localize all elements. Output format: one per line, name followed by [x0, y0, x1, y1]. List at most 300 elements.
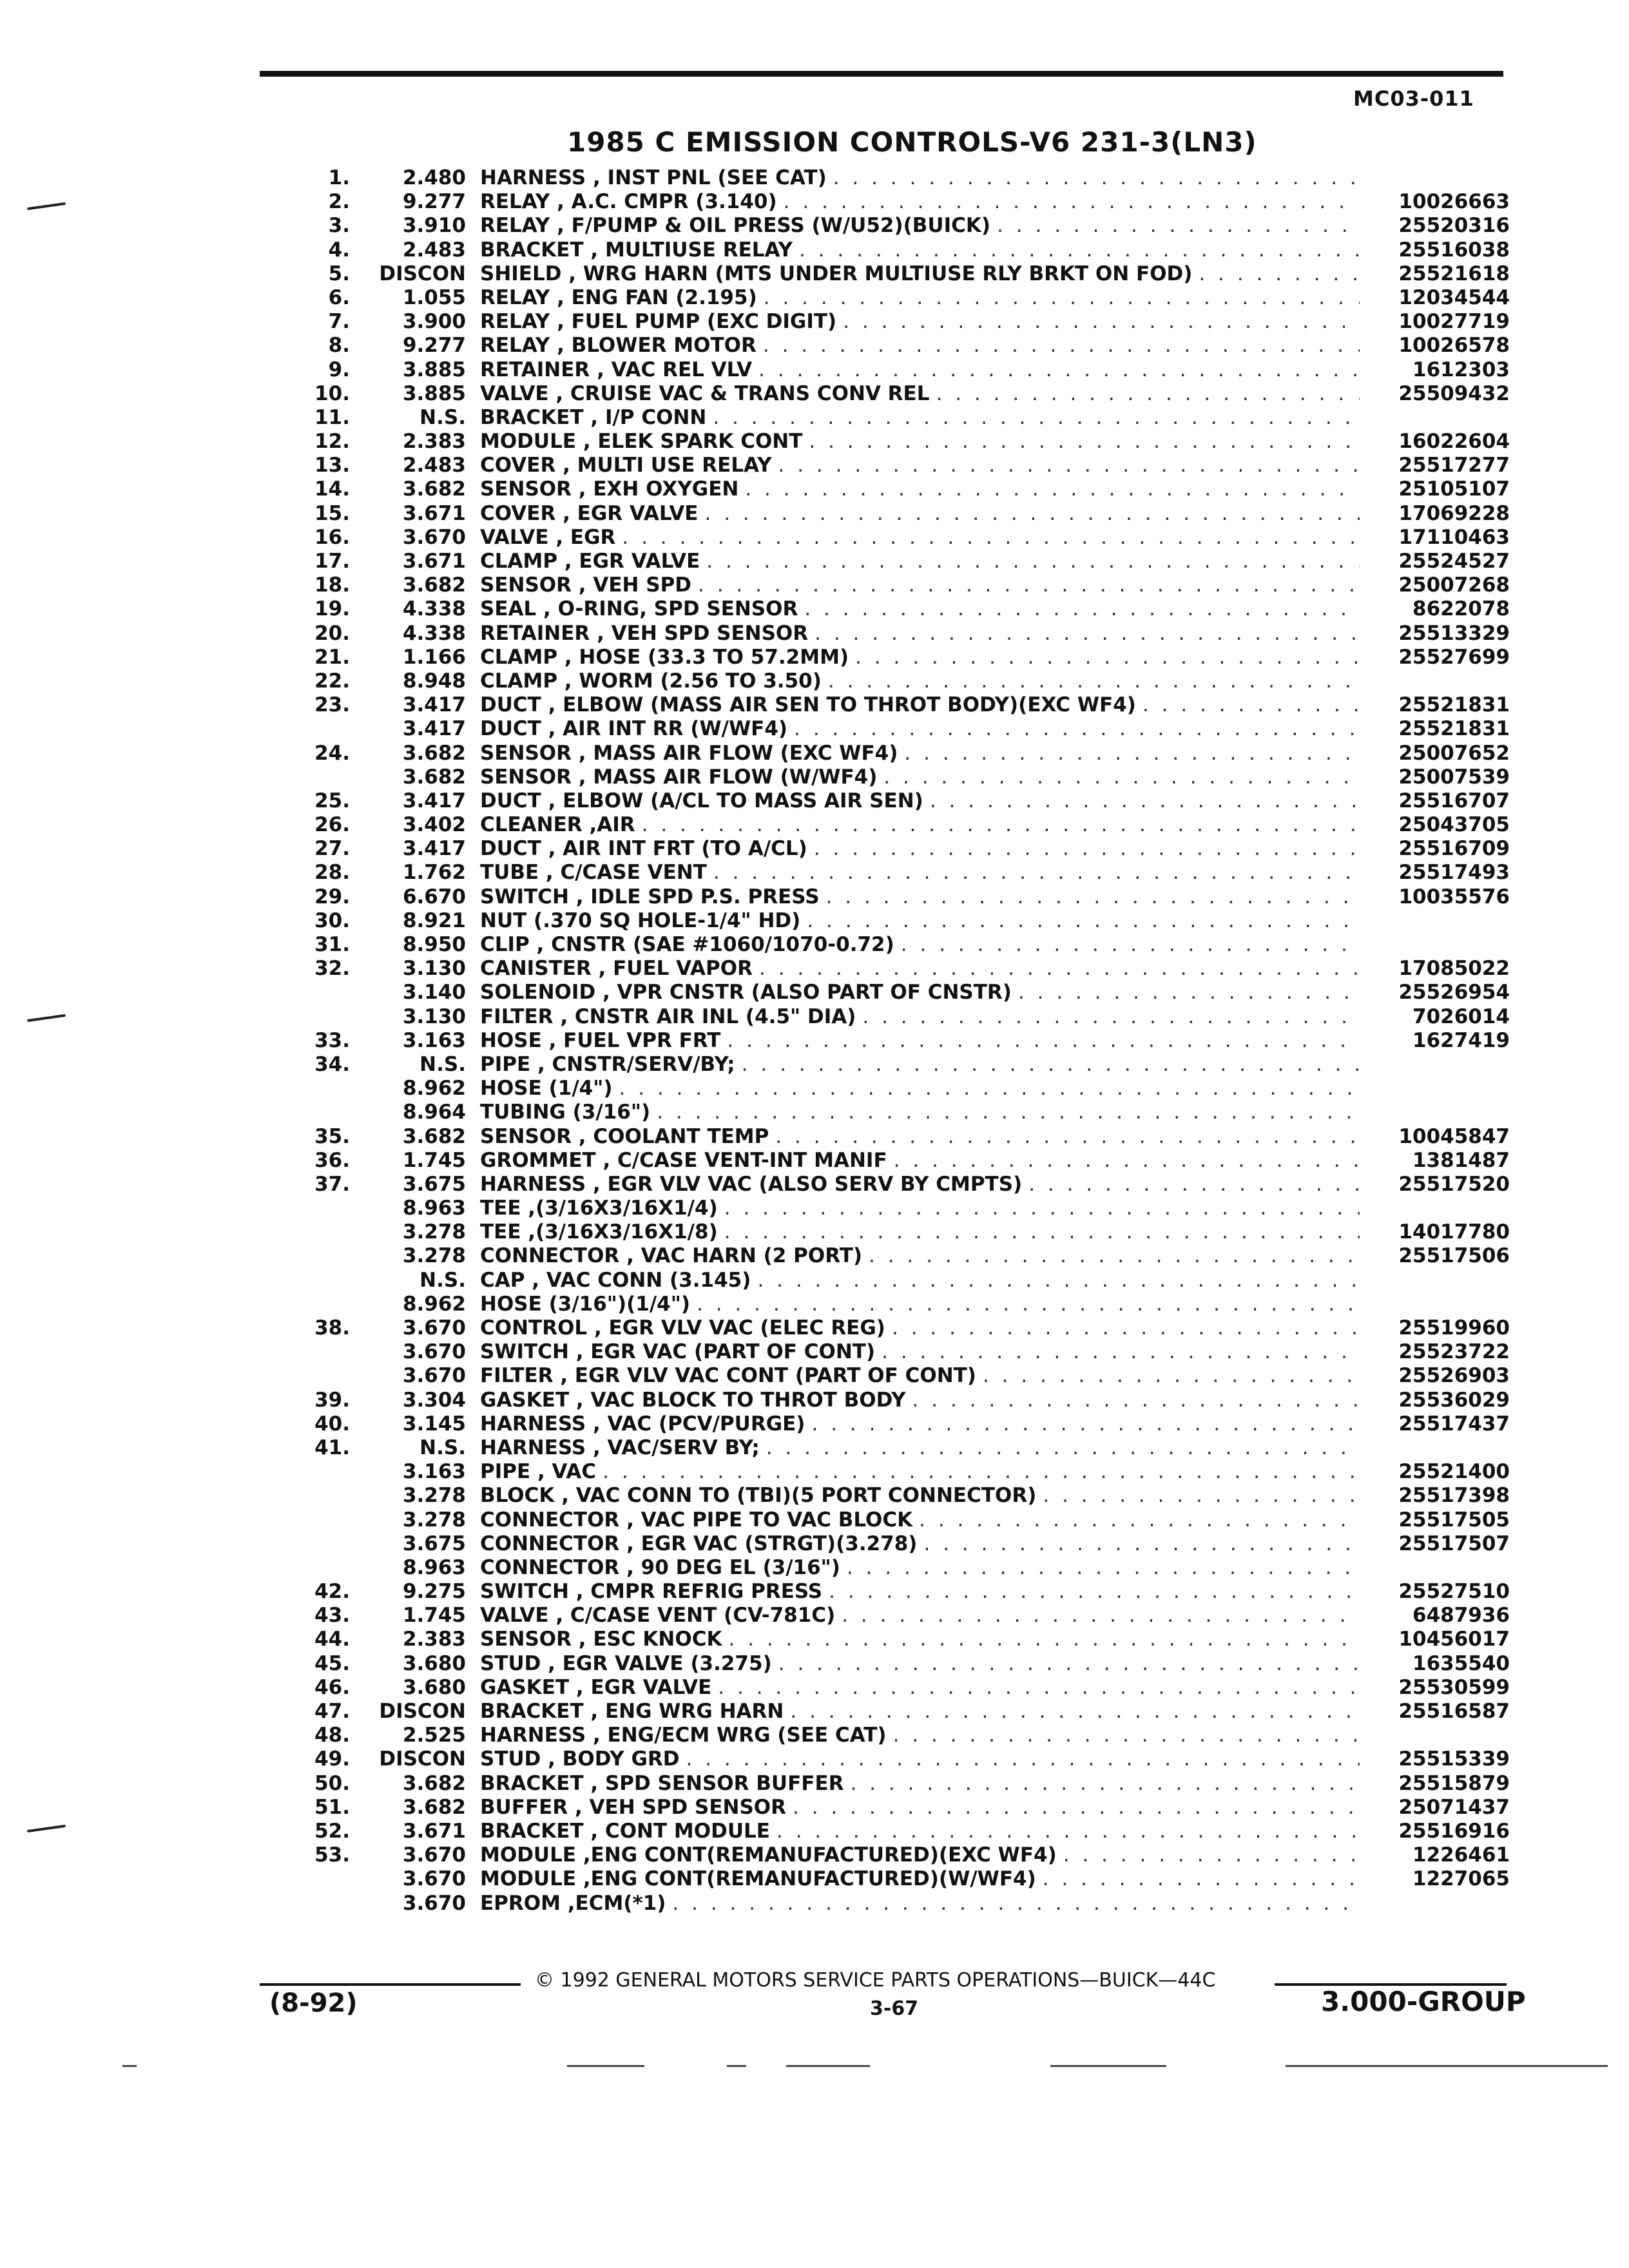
- group-number: DISCON: [379, 1747, 466, 1771]
- group-number: 8.964: [402, 1100, 466, 1124]
- table-row: [0, 1892, 1629, 1916]
- dot-leader: [698, 573, 1360, 597]
- table-row: [0, 406, 1629, 430]
- part-number: 8622078: [1412, 597, 1510, 621]
- part-number: 25007539: [1398, 765, 1510, 789]
- description-cell: [480, 1892, 1360, 1916]
- dot-leader: [809, 430, 1360, 454]
- doc-code: MC03-011: [1353, 86, 1474, 111]
- table-row: [0, 646, 1629, 669]
- dot-leader: [843, 310, 1360, 334]
- item-number: 51.: [314, 1795, 350, 1819]
- part-description: CLEANER ,AIR: [480, 813, 635, 837]
- table-row: [0, 310, 1629, 334]
- part-number: 10026663: [1398, 190, 1510, 214]
- part-number: 17085022: [1398, 957, 1510, 981]
- table-row: [0, 1700, 1629, 1724]
- table-row: [0, 1269, 1629, 1293]
- group-number: 3.417: [402, 789, 466, 812]
- dot-leader: [851, 1772, 1360, 1796]
- item-number: 12.: [314, 430, 350, 454]
- item-number: 50.: [314, 1771, 350, 1795]
- part-number: 25517277: [1398, 454, 1510, 477]
- part-number: 17069228: [1398, 501, 1510, 525]
- dot-leader: [814, 837, 1360, 861]
- description-cell: [480, 1196, 1360, 1220]
- table-row: [0, 1173, 1629, 1196]
- dot-leader: [713, 406, 1360, 430]
- group-number: 9.277: [402, 334, 466, 358]
- dot-leader: [642, 813, 1360, 837]
- part-description: PIPE , CNSTR/SERV/BY;: [480, 1052, 735, 1076]
- group-number: 3.670: [402, 1340, 466, 1364]
- group-number: 2.480: [402, 166, 466, 189]
- part-number: 25007268: [1398, 573, 1510, 597]
- group-number: 3.671: [402, 1819, 466, 1843]
- description-cell: [480, 1556, 1360, 1580]
- dot-leader: [919, 1508, 1360, 1532]
- part-number: 25520316: [1398, 214, 1510, 238]
- group-number: 3.682: [402, 1795, 466, 1819]
- table-row: [0, 1820, 1629, 1843]
- part-description: SEAL , O-RING, SPD SENSOR: [480, 597, 798, 621]
- item-number: 37.: [314, 1172, 350, 1196]
- dot-leader: [1028, 1173, 1360, 1196]
- dot-leader: [842, 1604, 1360, 1628]
- dot-leader: [893, 1724, 1360, 1747]
- dot-leader: [829, 1580, 1360, 1604]
- description-cell: [480, 1676, 1360, 1700]
- table-row: [0, 1843, 1629, 1867]
- scan-artifact: [567, 2065, 644, 2067]
- part-description: SENSOR , ESC KNOCK: [480, 1628, 722, 1651]
- item-number: 47.: [314, 1700, 350, 1723]
- copyright-notice: © 1992 GENERAL MOTORS SERVICE PARTS OPERATIONS—BUICK—44C: [535, 1969, 1216, 1992]
- part-number: 25517520: [1398, 1172, 1510, 1196]
- dot-leader: [790, 1700, 1360, 1724]
- dot-leader: [697, 1293, 1360, 1316]
- table-row: [0, 454, 1629, 477]
- dot-leader: [892, 1316, 1360, 1340]
- table-row: [0, 1244, 1629, 1268]
- group-number: 3.670: [402, 1364, 466, 1388]
- group-number: 3.278: [402, 1220, 466, 1244]
- part-description: CONNECTOR , VAC PIPE TO VAC BLOCK: [480, 1508, 913, 1532]
- part-description: BRACKET , CONT MODULE: [480, 1819, 770, 1843]
- part-number: 25043705: [1398, 813, 1510, 837]
- description-cell: [480, 550, 1360, 573]
- part-number: 7026014: [1412, 1004, 1510, 1028]
- group-number: 3.670: [402, 1316, 466, 1340]
- item-number: 28.: [314, 861, 350, 885]
- part-number: 25524527: [1398, 550, 1510, 573]
- description-cell: [480, 502, 1360, 526]
- part-description: COVER , EGR VALVE: [480, 501, 699, 525]
- item-number: 41.: [314, 1436, 350, 1459]
- description-cell: [480, 861, 1360, 885]
- table-row: [0, 933, 1629, 957]
- description-cell: [480, 1820, 1360, 1843]
- table-row: [0, 166, 1629, 190]
- description-cell: [480, 1149, 1360, 1173]
- part-description: EPROM ,ECM(*1): [480, 1891, 666, 1915]
- description-cell: [480, 1364, 1360, 1388]
- item-number: 1.: [328, 166, 350, 189]
- item-number: 46.: [314, 1675, 350, 1699]
- description-cell: [480, 1796, 1360, 1820]
- footer-rule-left: [260, 1983, 521, 1986]
- part-description: CLIP , CNSTR (SAE #1060/1070-0.72): [480, 933, 894, 956]
- item-number: 32.: [314, 957, 350, 981]
- item-number: 17.: [314, 550, 350, 573]
- table-row: [0, 693, 1629, 717]
- dot-leader: [1142, 693, 1360, 717]
- description-cell: [480, 765, 1360, 789]
- dot-leader: [1043, 1484, 1360, 1508]
- group-number: 1.166: [402, 645, 466, 669]
- part-description: CLAMP , WORM (2.56 TO 3.50): [480, 669, 822, 693]
- part-number: 25521831: [1398, 717, 1510, 741]
- dot-leader: [776, 1820, 1360, 1843]
- dot-leader: [763, 334, 1360, 358]
- group-number: 8.963: [402, 1196, 466, 1220]
- part-description: SWITCH , EGR VAC (PART OF CONT): [480, 1340, 876, 1364]
- part-description: MODULE , ELEK SPARK CONT: [480, 430, 803, 454]
- dot-leader: [799, 238, 1360, 262]
- item-number: 26.: [314, 813, 350, 837]
- part-description: CAP , VAC CONN (3.145): [480, 1268, 751, 1292]
- part-description: SHIELD , WRG HARN (MTS UNDER MULTIUSE RLY BRKT ON FOD): [480, 262, 1193, 285]
- part-description: BRACKET , SPD SENSOR BUFFER: [480, 1771, 844, 1795]
- description-cell: [480, 406, 1360, 430]
- group-number: 3.140: [402, 981, 466, 1004]
- part-description: HARNESS , VAC (PCV/PURGE): [480, 1412, 805, 1436]
- dot-leader: [855, 646, 1360, 669]
- part-description: HARNESS , INST PNL (SEE CAT): [480, 166, 827, 189]
- item-number: 21.: [314, 645, 350, 669]
- table-row: [0, 1532, 1629, 1556]
- description-cell: [480, 166, 1360, 190]
- dot-leader: [904, 742, 1360, 765]
- group-number: 3.675: [402, 1532, 466, 1555]
- dot-leader: [775, 1125, 1360, 1149]
- description-cell: [480, 789, 1360, 813]
- description-cell: [480, 1340, 1360, 1364]
- description-cell: [480, 933, 1360, 957]
- part-description: BUFFER , VEH SPD SENSOR: [480, 1795, 787, 1819]
- dot-leader: [705, 502, 1360, 526]
- page-title: 1985 C EMISSION CONTROLS-V6 231-3(LN3): [567, 126, 1257, 158]
- part-number: 16022604: [1398, 430, 1510, 454]
- group-number: 3.910: [402, 214, 466, 238]
- part-description: HARNESS , VAC/SERV BY;: [480, 1436, 760, 1459]
- item-number: 31.: [314, 933, 350, 956]
- table-row: [0, 1604, 1629, 1628]
- dot-leader: [815, 622, 1360, 646]
- group-number: N.S.: [419, 1268, 466, 1292]
- description-cell: [480, 358, 1360, 382]
- dot-leader: [758, 358, 1360, 382]
- description-cell: [480, 646, 1360, 669]
- table-row: [0, 981, 1629, 1004]
- dot-leader: [1018, 981, 1360, 1004]
- item-number: 35.: [314, 1124, 350, 1148]
- group-number: 8.962: [402, 1077, 466, 1100]
- table-row: [0, 1053, 1629, 1077]
- part-number: 25516587: [1398, 1700, 1510, 1723]
- dot-leader: [657, 1100, 1360, 1124]
- table-row: [0, 1364, 1629, 1388]
- group-number: 2.383: [402, 1628, 466, 1651]
- table-row: [0, 382, 1629, 406]
- group-number: 3.671: [402, 550, 466, 573]
- group-number: 3.885: [402, 381, 466, 405]
- group-number: 8.921: [402, 908, 466, 932]
- item-number: 30.: [314, 908, 350, 932]
- dot-leader: [1199, 262, 1360, 286]
- dot-leader: [793, 1796, 1360, 1820]
- part-description: HOSE (1/4"): [480, 1077, 613, 1100]
- table-row: [0, 957, 1629, 981]
- group-number: N.S.: [419, 1052, 466, 1076]
- table-row: [0, 622, 1629, 646]
- item-number: 3.: [328, 214, 350, 238]
- item-number: 5.: [328, 262, 350, 285]
- part-number: 10045847: [1398, 1124, 1510, 1148]
- table-row: [0, 597, 1629, 621]
- dot-leader: [912, 1389, 1360, 1412]
- dot-leader: [729, 1628, 1360, 1651]
- group-number: 3.671: [402, 501, 466, 525]
- dot-leader: [619, 1077, 1360, 1100]
- description-cell: [480, 1244, 1360, 1268]
- description-cell: [480, 1532, 1360, 1556]
- table-row: [0, 1389, 1629, 1412]
- table-row: [0, 1580, 1629, 1604]
- table-row: [0, 502, 1629, 526]
- group-number: 3.682: [402, 741, 466, 765]
- item-number: 43.: [314, 1604, 350, 1628]
- parts-list: [0, 166, 1629, 1916]
- description-cell: [480, 1029, 1360, 1053]
- item-number: 23.: [314, 693, 350, 717]
- part-description: DUCT , ELBOW (MASS AIR SEN TO THROT BODY)(EXC WF4): [480, 693, 1136, 717]
- table-row: [0, 1508, 1629, 1532]
- dot-leader: [883, 765, 1360, 789]
- part-description: COVER , MULTI USE RELAY: [480, 454, 772, 477]
- dot-leader: [745, 477, 1360, 501]
- part-number: 25516707: [1398, 789, 1510, 812]
- table-row: [0, 742, 1629, 765]
- dot-leader: [804, 597, 1360, 621]
- part-description: GASKET , VAC BLOCK TO THROT BODY: [480, 1388, 906, 1412]
- table-row: [0, 717, 1629, 741]
- part-number: 6487936: [1412, 1604, 1510, 1628]
- part-description: RELAY , BLOWER MOTOR: [480, 334, 757, 358]
- description-cell: [480, 526, 1360, 550]
- group-number: 2.483: [402, 238, 466, 262]
- part-number: 25517493: [1398, 861, 1510, 885]
- group-number: 8.962: [402, 1292, 466, 1316]
- dot-leader: [766, 1436, 1360, 1460]
- part-description: SWITCH , IDLE SPD P.S. PRESS: [480, 885, 820, 908]
- part-description: SENSOR , MASS AIR FLOW (EXC WF4): [480, 741, 898, 765]
- item-number: 42.: [314, 1580, 350, 1604]
- dot-leader: [936, 382, 1360, 406]
- scan-artifact: [786, 2065, 870, 2067]
- part-number: 25509432: [1398, 381, 1510, 405]
- item-number: 16.: [314, 525, 350, 549]
- description-cell: [480, 597, 1360, 621]
- description-cell: [480, 1293, 1360, 1316]
- dot-leader: [847, 1556, 1360, 1580]
- description-cell: [480, 669, 1360, 693]
- dot-leader: [794, 717, 1360, 741]
- description-cell: [480, 813, 1360, 837]
- item-number: 7.: [328, 310, 350, 334]
- group-number: 3.885: [402, 358, 466, 381]
- part-number: 25523722: [1398, 1340, 1510, 1364]
- part-number: 25519960: [1398, 1316, 1510, 1340]
- description-cell: [480, 1747, 1360, 1771]
- description-cell: [480, 1508, 1360, 1532]
- part-number: 25516709: [1398, 837, 1510, 861]
- item-number: 48.: [314, 1724, 350, 1747]
- dot-leader: [828, 669, 1360, 693]
- item-number: 53.: [314, 1843, 350, 1867]
- group-number: 3.278: [402, 1244, 466, 1268]
- part-description: CONTROL , EGR VLV VAC (ELEC REG): [480, 1316, 885, 1340]
- table-row: [0, 1316, 1629, 1340]
- dot-leader: [622, 526, 1360, 550]
- table-row: [0, 1100, 1629, 1124]
- item-number: 33.: [314, 1028, 350, 1052]
- part-number: 25536029: [1398, 1388, 1510, 1412]
- item-number: 25.: [314, 789, 350, 812]
- description-cell: [480, 238, 1360, 262]
- part-number: 25526954: [1398, 981, 1510, 1004]
- part-number: 10035576: [1398, 885, 1510, 908]
- group-number: 1.762: [402, 861, 466, 885]
- table-row: [0, 1724, 1629, 1747]
- part-description: MODULE ,ENG CONT(REMANUFACTURED)(W/WF4): [480, 1867, 1036, 1891]
- group-number: 3.278: [402, 1508, 466, 1532]
- part-number: 10026578: [1398, 334, 1510, 358]
- part-number: 1381487: [1412, 1148, 1510, 1172]
- table-row: [0, 1077, 1629, 1100]
- group-number: 3.670: [402, 525, 466, 549]
- part-description: SWITCH , CMPR REFRIG PRESS: [480, 1580, 823, 1604]
- item-number: 36.: [314, 1148, 350, 1172]
- table-row: [0, 1772, 1629, 1796]
- description-cell: [480, 742, 1360, 765]
- dot-leader: [724, 1220, 1360, 1244]
- part-description: BRACKET , MULTIUSE RELAY: [480, 238, 793, 262]
- table-row: [0, 1628, 1629, 1651]
- item-number: 38.: [314, 1316, 350, 1340]
- dot-leader: [727, 1029, 1360, 1053]
- item-number: 14.: [314, 477, 350, 501]
- description-cell: [480, 693, 1360, 717]
- group-number: 3.682: [402, 477, 466, 501]
- group-number: 2.525: [402, 1724, 466, 1747]
- description-cell: [480, 1005, 1360, 1029]
- group-number: 3.278: [402, 1484, 466, 1508]
- part-description: NUT (.370 SQ HOLE-1/4" HD): [480, 908, 801, 932]
- part-number: 25517505: [1398, 1508, 1510, 1532]
- item-number: 18.: [314, 573, 350, 597]
- dot-leader: [923, 1532, 1360, 1556]
- part-number: 25517507: [1398, 1532, 1510, 1555]
- part-description: CANISTER , FUEL VAPOR: [480, 957, 753, 981]
- scan-artifact: [122, 2065, 137, 2067]
- group-number: 3.145: [402, 1412, 466, 1436]
- group-number: N.S.: [419, 1436, 466, 1459]
- dot-leader: [901, 933, 1360, 957]
- part-number: 25526903: [1398, 1364, 1510, 1388]
- part-description: TEE ,(3/16X3/16X1/4): [480, 1196, 718, 1220]
- group-number: 3.680: [402, 1675, 466, 1699]
- group-number: 3.682: [402, 1124, 466, 1148]
- part-description: SENSOR , EXH OXYGEN: [480, 477, 739, 501]
- part-description: RELAY , FUEL PUMP (EXC DIGIT): [480, 310, 837, 334]
- dot-leader: [784, 190, 1360, 214]
- description-cell: [480, 286, 1360, 310]
- part-description: CONNECTOR , EGR VAC (STRGT)(3.278): [480, 1532, 918, 1555]
- description-cell: [480, 909, 1360, 933]
- group-number: 3.402: [402, 813, 466, 837]
- part-description: STUD , EGR VALVE (3.275): [480, 1651, 772, 1675]
- group-number: DISCON: [379, 1700, 466, 1723]
- description-cell: [480, 622, 1360, 646]
- item-number: 24.: [314, 741, 350, 765]
- part-number: 25521831: [1398, 693, 1510, 717]
- description-cell: [480, 477, 1360, 501]
- part-description: RETAINER , VAC REL VLV: [480, 358, 753, 381]
- description-cell: [480, 214, 1360, 238]
- group-number: 3.682: [402, 573, 466, 597]
- dot-leader: [869, 1244, 1360, 1268]
- description-cell: [480, 1389, 1360, 1412]
- item-number: 44.: [314, 1628, 350, 1651]
- table-row: [0, 550, 1629, 573]
- group-number: 1.745: [402, 1148, 466, 1172]
- part-description: VALVE , C/CASE VENT (CV-781C): [480, 1604, 836, 1628]
- part-description: GASKET , EGR VALVE: [480, 1675, 712, 1699]
- group-number: 8.948: [402, 669, 466, 693]
- item-number: 10.: [314, 381, 350, 405]
- description-cell: [480, 1125, 1360, 1149]
- date-code: (8-92): [269, 1988, 358, 2018]
- group-number: 3.900: [402, 310, 466, 334]
- description-cell: [480, 454, 1360, 477]
- part-number: 25517437: [1398, 1412, 1510, 1436]
- description-cell: [480, 1724, 1360, 1747]
- part-description: DUCT , AIR INT RR (W/WF4): [480, 717, 788, 741]
- dot-leader: [724, 1196, 1360, 1220]
- table-row: [0, 358, 1629, 382]
- part-description: BRACKET , ENG WRG HARN: [480, 1700, 784, 1723]
- dot-leader: [811, 1412, 1360, 1436]
- part-description: HOSE , FUEL VPR FRT: [480, 1028, 721, 1052]
- group-number: 8.963: [402, 1555, 466, 1579]
- part-description: STUD , BODY GRD: [480, 1747, 680, 1771]
- dot-leader: [759, 957, 1360, 981]
- item-number: 2.: [328, 190, 350, 214]
- item-number: 29.: [314, 885, 350, 908]
- part-description: VALVE , CRUISE VAC & TRANS CONV REL: [480, 381, 930, 405]
- table-row: [0, 238, 1629, 262]
